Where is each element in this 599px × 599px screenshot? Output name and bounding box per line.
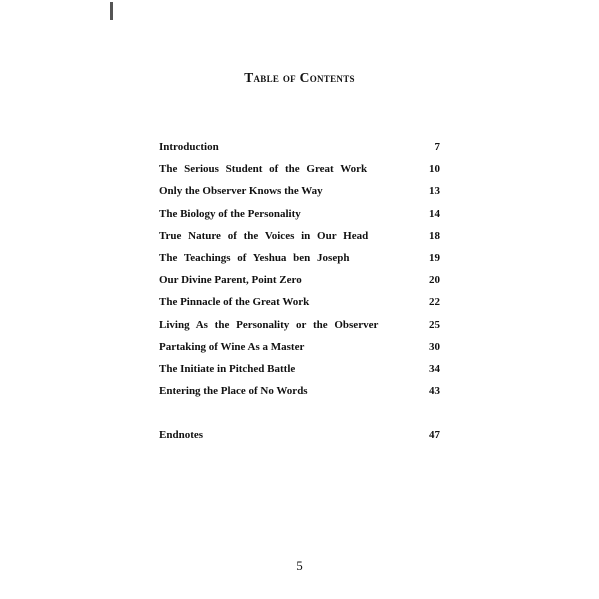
toc-entry-title: The Serious Student of the Great Work [159,163,368,176]
toc-entry-page: 7 [434,141,440,153]
toc-entry [159,206,440,222]
toc-entry-page: 14 [429,207,440,220]
binding-mark [110,2,113,20]
toc-entry-page: 19 [429,252,440,264]
toc-entry-title: Only the Observer Knows the Way [159,185,323,198]
toc-entry-title: The Pinnacle of the Great Work [159,296,310,309]
toc-entry-page: 34 [429,363,440,375]
toc-entry [159,339,440,355]
toc-entry-title: The Teachings of Yeshua ben Joseph [159,252,350,264]
toc-entry-page: 10 [429,163,440,176]
toc-entry [159,139,440,155]
toc-entry [159,427,440,443]
toc-entry [159,294,440,310]
toc-entry-page: 43 [429,385,440,398]
toc-entry-title: Our Divine Parent, Point Zero [159,274,302,287]
page-number: 5 [296,558,303,573]
toc-entry-page: 18 [429,229,440,242]
toc-entry [159,250,440,266]
toc-entry [159,183,440,199]
toc-entry-page: 22 [429,296,440,309]
toc-entry-title: Endnotes [159,429,204,442]
toc-entry-title: The Initiate in Pitched Battle [159,363,296,375]
toc-entry-title: Living As the Personality or the Observer [159,318,379,331]
toc-entry [159,228,440,244]
toc-entry [159,361,440,377]
toc-entry-title: True Nature of the Voices in Our Head [159,229,369,242]
toc-entry [159,383,440,399]
toc-entry-title: Partaking of Wine As a Master [159,340,305,353]
toc-entry [159,272,440,288]
toc-entry-title: Entering the Place of No Words [159,385,308,398]
toc-entry-page: 30 [429,340,440,353]
toc-entry-page: 20 [429,274,440,287]
toc-entry-title: The Biology of the Personality [159,207,301,220]
toc-entry-page: 25 [429,318,440,331]
toc-entry [159,161,440,177]
toc-entry [159,317,440,333]
toc-entry-page: 13 [429,185,440,198]
toc-title: Table of Contents [244,70,355,85]
toc-entry-title: Introduction [159,141,219,153]
toc-entry-page: 47 [429,429,440,442]
